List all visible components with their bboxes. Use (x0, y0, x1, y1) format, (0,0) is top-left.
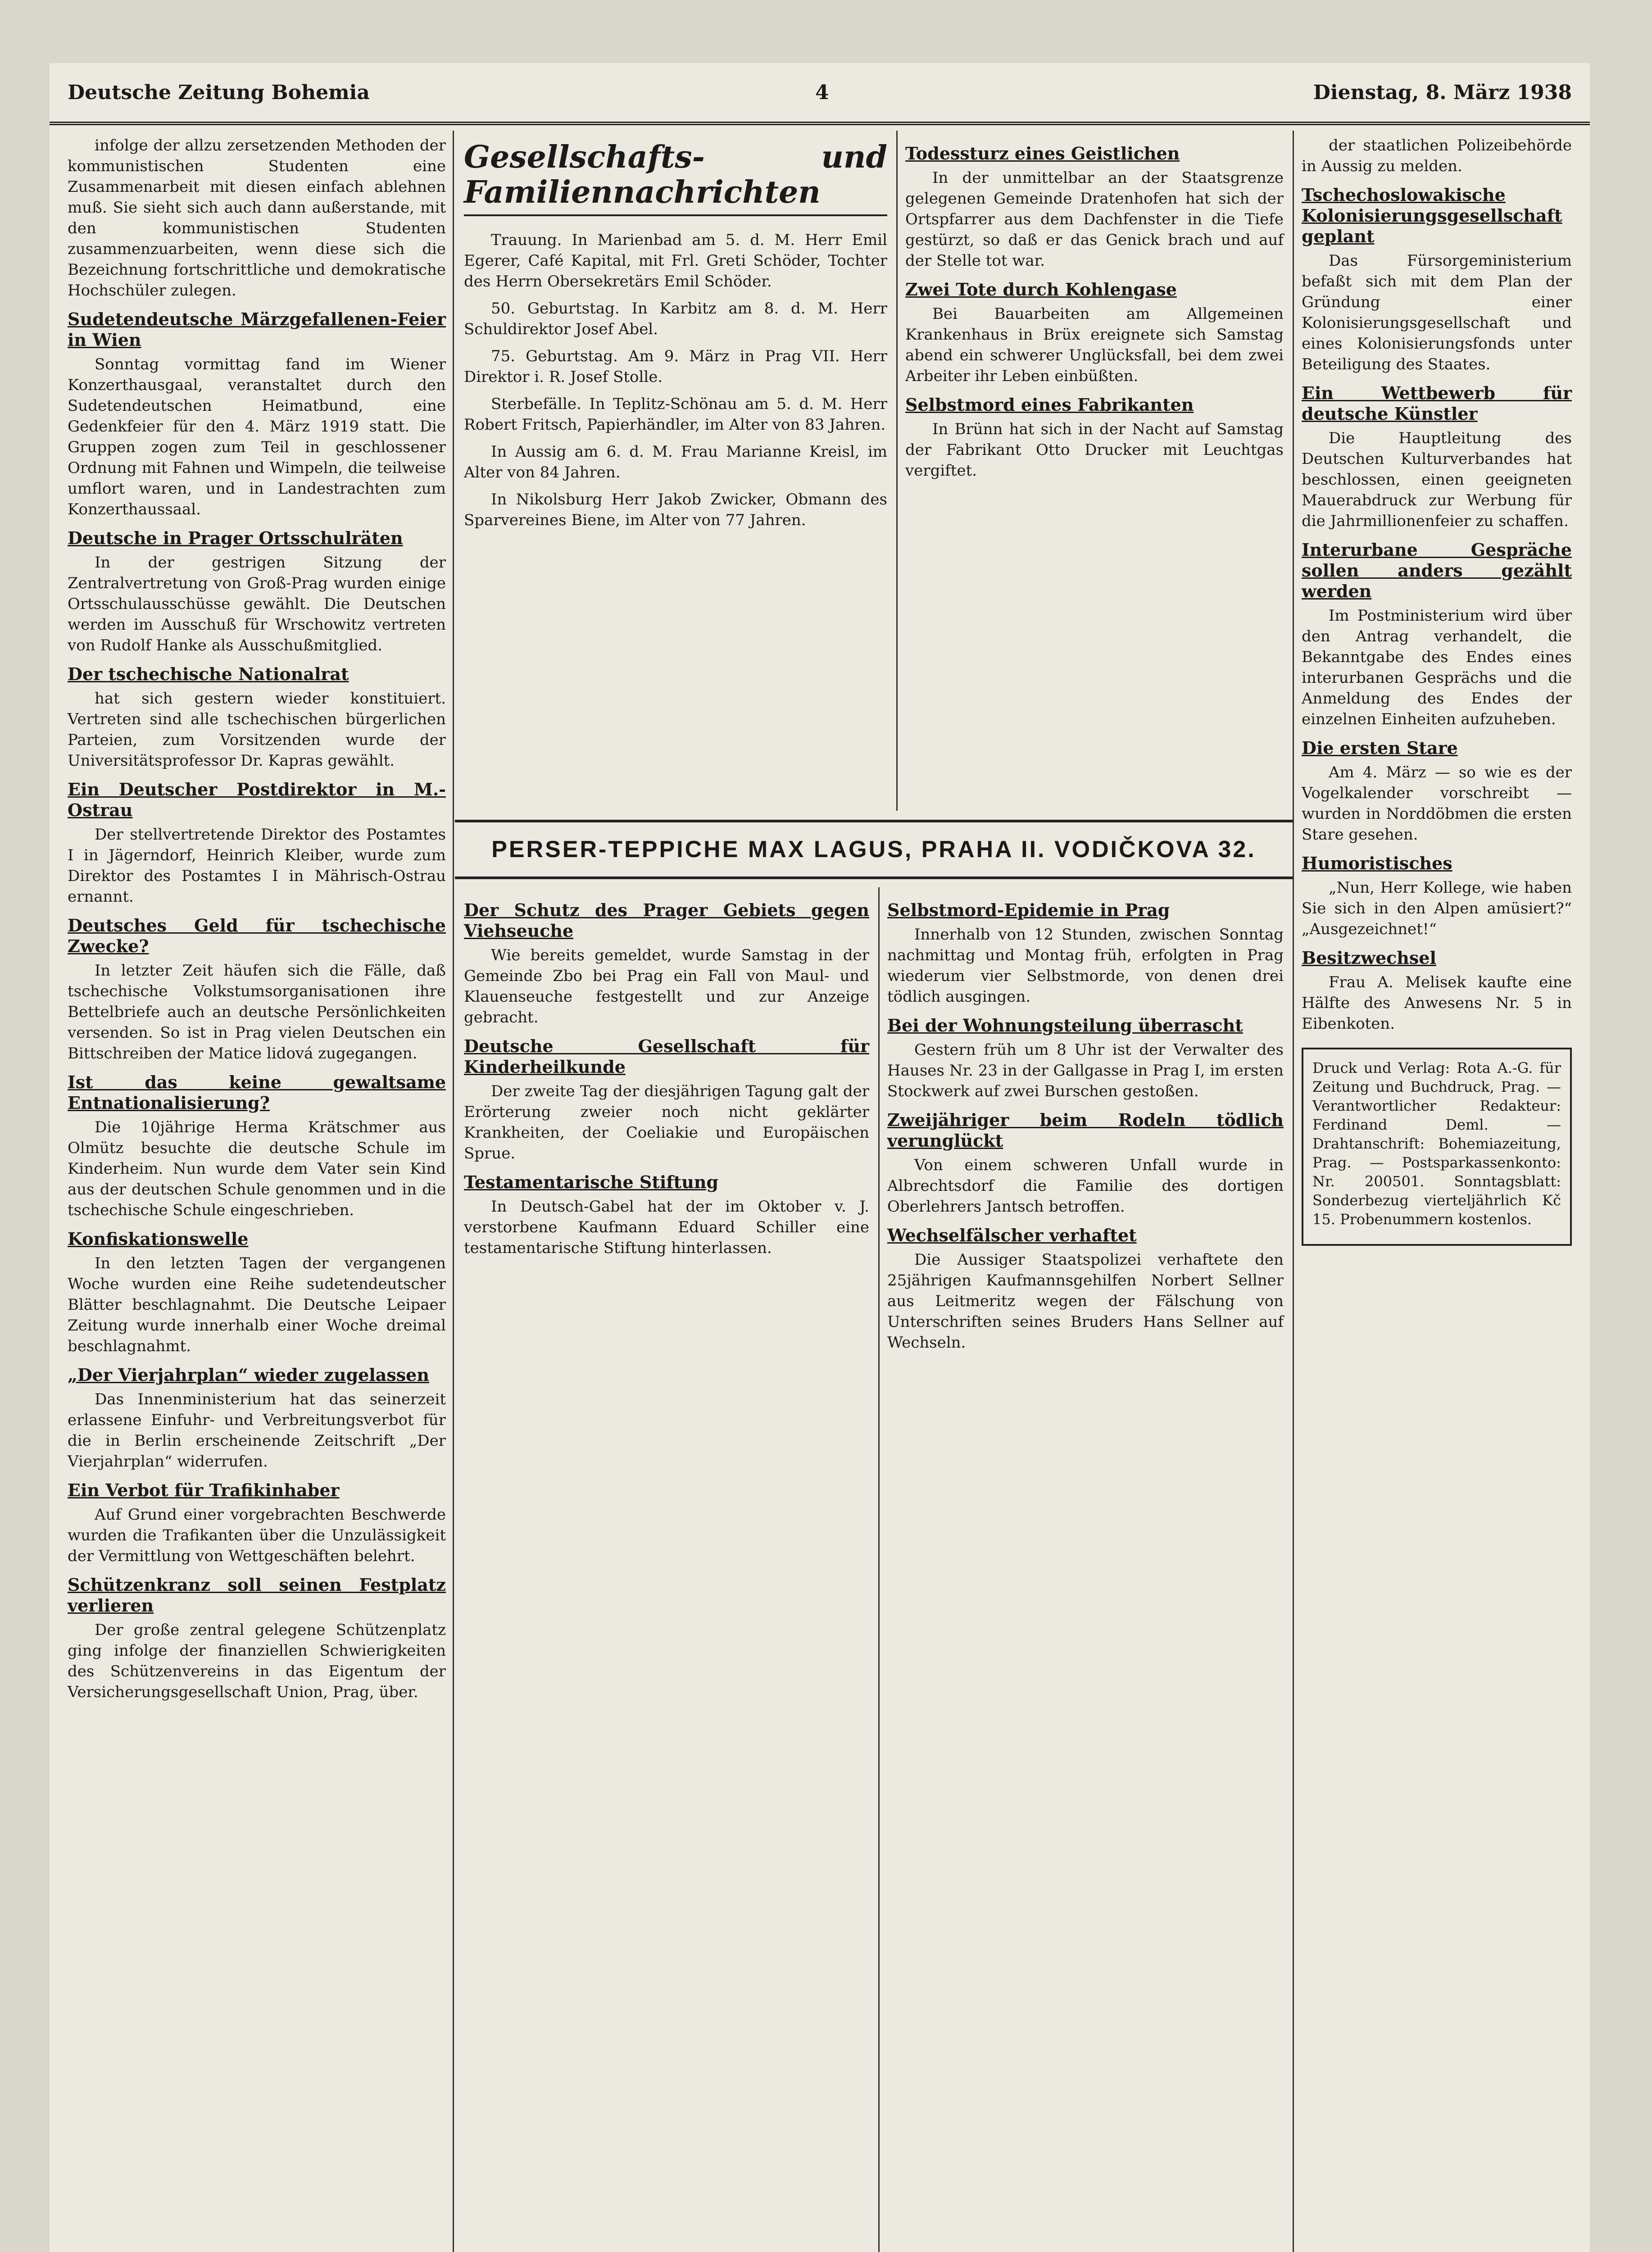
column-1 (68, 135, 446, 2252)
column-rule (453, 131, 454, 2252)
issue-date: Dienstag, 8. März 1938 (1313, 81, 1572, 104)
article-headline: Zweijähriger beim Rodeln tödlich verunglückt (887, 1110, 1284, 1151)
article-headline: Die ersten Stare (1302, 738, 1458, 758)
masthead-title: Deutsche Zeitung Bohemia (68, 81, 370, 104)
article-headline: Testamentarische Stiftung (464, 1172, 719, 1192)
article-headline: Todessturz eines Geistlichen (905, 143, 1180, 163)
article-headline: Interurbane Gespräche sollen anders gezählt werden (1302, 540, 1572, 601)
article-paragraph: 75. Geburtstag. Am 9. März in Prag VII. Herr Direktor i. R. Josef Stolle. (464, 347, 887, 386)
article-paragraph: In der gestrigen Sitzung der Zentralvertretung von Groß-Prag wurden einige Ortsschulausschüsse gewählt. Die Deutschen werden im Ausschuß für Wrschowitz vertreten von Rudolf Hanke als Ausschußmitglied. (68, 554, 446, 654)
article-headline: Der tschechische Nationalrat (68, 664, 349, 684)
article-paragraph: In der unmittelbar an der Staatsgrenze gelegenen Gemeinde Dratenhofen hat sich der Ortspfarrer aus dem Dachfenster in die Tiefe gestürzt, so daß er das Genick brach und auf der Stelle tot war. (905, 169, 1284, 270)
column-rule (1293, 131, 1294, 2252)
article-paragraph: In Aussig am 6. d. M. Frau Marianne Kreisl, im Alter von 84 Jahren. (464, 443, 887, 481)
article-paragraph: 50. Geburtstag. In Karbitz am 8. d. M. Herr Schuldirektor Josef Abel. (464, 300, 887, 338)
article-paragraph: In Nikolsburg Herr Jakob Zwicker, Obmann des Sparvereines Biene, im Alter von 77 Jahren. (464, 490, 887, 529)
article-paragraph: der staatlichen Polizeibehörde in Aussig zu melden. (1302, 136, 1572, 175)
article-paragraph: Bei Bauarbeiten am Allgemeinen Krankenhaus in Brüx ereignete sich Samstag abend ein schwerer Unglücksfall, bei dem zwei Arbeiter ihr Leben einbüßten. (905, 305, 1284, 385)
column-2-society-news (464, 135, 887, 829)
article-paragraph: Am 4. März — so wie es der Vogelkalender vorschreibt — wurden in Norddöbmen die ersten Stare gesehen. (1302, 763, 1572, 844)
article-headline: Besitzwechsel (1302, 948, 1436, 968)
article-headline: Bei der Wohnungsteilung überrascht (887, 1015, 1243, 1035)
article-headline: Selbstmord eines Fabrikanten (905, 395, 1194, 415)
article-paragraph: Die Hauptleitung des Deutschen Kulturverbandes hat beschlossen, einen geeigneten Mauerabdruck zur Werbung für die Jahrmillionenfeier zu schaffen. (1302, 429, 1572, 530)
article-paragraph: hat sich gestern wieder konstituiert. Vertreten sind alle tschechischen bürgerlichen Parteien, zum Vorsitzenden wurde der Universitätsprofessor Dr. Kapras gewählt. (68, 690, 446, 770)
newspaper-page (50, 63, 1590, 2252)
article-paragraph: Sterbefälle. In Teplitz-Schönau am 5. d. M. Herr Robert Fritsch, Papierhändler, im Alter von 83 Jahren. (464, 395, 887, 434)
article-headline: „Der Vierjahrplan“ wieder zugelassen (68, 1365, 429, 1385)
column-3-lower (887, 892, 1284, 2252)
article-paragraph: Von einem schweren Unfall wurde in Albrechtsdorf die Familie des dortigen Oberlehrers Jantsch betroffen. (887, 1156, 1284, 1216)
column-rule (896, 131, 898, 811)
article-paragraph: Sonntag vormittag fand im Wiener Konzerthausgaal, veranstaltet durch den Sudetendeutschen Heimatbund, eine Gedenkfeier für den 4. März 1919 statt. Die Gruppen zogen zum Teil in geschlossener Ordnung mit Fahnen und Wimpeln, die teilweise umflort waren, und in Landestrachten zum Konzerthaussaal. (68, 355, 446, 518)
article-paragraph: Das Fürsorgeministerium befaßt sich mit dem Plan der Gründung einer Kolonisierungsgesellschaft und eines Kolonisierungsfonds unter Beteiligung des Staates. (1302, 252, 1572, 373)
article-headline: Der Schutz des Prager Gebiets gegen Viehseuche (464, 900, 869, 941)
article-paragraph: Die Aussiger Staatspolizei verhaftete den 25jährigen Kaufmannsgehilfen Norbert Sellner aus Leitmeritz wegen der Fälschung von Unterschriften seines Bruders Hans Sellner auf Wechseln. (887, 1251, 1284, 1352)
advertisement-banner: PERSER-TEPPICHE MAX LAGUS, PRAHA II. VODIČKOVA 32. (455, 820, 1293, 879)
article-paragraph: Das Innenministerium hat das seinerzeit erlassene Einfuhr- und Verbreitungsverbot für die in Berlin erscheinende Zeitschrift „Der Vierjahrplan“ widerrufen. (68, 1390, 446, 1471)
article-headline: Ein Wettbewerb für deutsche Künstler (1302, 383, 1572, 424)
article-headline: Konfiskationswelle (68, 1229, 249, 1249)
article-headline: Sudetendeutsche Märzgefallenen-Feier in Wien (68, 309, 446, 350)
column-rule (878, 887, 880, 2252)
article-headline: Ein Verbot für Trafikinhaber (68, 1480, 340, 1500)
article-headline: Schützenkranz soll seinen Festplatz verlieren (68, 1575, 446, 1616)
article-paragraph: „Nun, Herr Kollege, wie haben Sie sich in den Alpen amüsiert?“ „Ausgezeichnet!“ (1302, 879, 1572, 938)
article-headline: Deutsches Geld für tschechische Zwecke? (68, 915, 446, 956)
page-header (50, 63, 1590, 125)
article-paragraph: In Brünn hat sich in der Nacht auf Samstag der Fabrikant Otto Drucker mit Leuchtgas vergiftet. (905, 420, 1284, 480)
impressum-box (1302, 1048, 1572, 1246)
article-paragraph: Auf Grund einer vorgebrachten Beschwerde wurden die Trafikanten über die Unzulässigkeit der Vermittlung von Wettgeschäften belehrt. (68, 1506, 446, 1565)
article-headline: Selbstmord-Epidemie in Prag (887, 900, 1170, 920)
article-paragraph: In den letzten Tagen der vergangenen Woche wurden eine Reihe sudetendeutscher Blätter beschlagnahmt. Die Deutsche Leipaer Zeitung wurde innerhalb einer Woche dreimal beschlagnahmt. (68, 1254, 446, 1355)
article-headline: Deutsche in Prager Ortsschulräten (68, 528, 403, 548)
page-number: 4 (815, 81, 829, 104)
article-paragraph: Im Postministerium wird über den Antrag verhandelt, die Bekanntgabe des Endes eines interurbanen Gesprächs und die Anmeldung des Endes der einzelnen Einheiten aufzuheben. (1302, 607, 1572, 728)
article-headline: Deutsche Gesellschaft für Kinderheilkunde (464, 1036, 869, 1077)
article-headline: Wechselfälscher verhaftet (887, 1225, 1137, 1245)
article-paragraph: Der stellvertretende Direktor des Postamtes I in Jägerndorf, Heinrich Kleiber, wurde zum Direktor des Postamtes I in Mährisch-Ostrau ernannt. (68, 826, 446, 906)
section-title: Gesellschafts- und Familiennachrichten (464, 140, 887, 216)
column-3 (905, 135, 1284, 829)
article-headline: Ein Deutscher Postdirektor in M.-Ostrau (68, 779, 446, 820)
article-paragraph: infolge der allzu zersetzenden Methoden der kommunistischen Studenten eine Zusammenarbeit mit diesen einfach ablehnen muß. Sie sieht sich auch dann außerstande, mit den kommunistischen Studenten zusammenzuarbeiten, wenn diese sich die Bezeichnung fortschrittliche und demokratische Hochschüler zulegen. (68, 136, 446, 300)
article-paragraph: Trauung. In Marienbad am 5. d. M. Herr Emil Egerer, Café Kapital, mit Frl. Greti Schöder, Tochter des Herrn Obersekretärs Emil Schöder. (464, 231, 887, 291)
article-paragraph: Innerhalb von 12 Stunden, zwischen Sonntag nachmittag und Montag früh, erfolgten in Prag wiederum vier Selbstmorde, von denen drei tödlich ausgingen. (887, 926, 1284, 1006)
impressum-text: Druck und Verlag: Rota A.-G. für Zeitung und Buchdruck, Prag. — Verantwortlicher Redakteur: Ferdinand Deml. — Drahtanschrift: Bohemiazeitung, Prag. — Postsparkassenkonto: Nr. 200501. Sonntagsblatt: Sonderbezug vierteljährlich Kč 15. Probenummern kostenlos. (1312, 1059, 1561, 1228)
article-paragraph: Wie bereits gemeldet, wurde Samstag in der Gemeinde Zbo bei Prag ein Fall von Maul- und Klauenseuche festgestellt und zur Anzeige gebracht. (464, 946, 869, 1026)
article-paragraph: Die 10jährige Herma Krätschmer aus Olmütz besuchte die deutsche Schule im Kinderheim. Nun wurde dem Vater sein Kind aus der deutschen Schule genommen und in die tschechische Schule eingeschrieben. (68, 1118, 446, 1219)
article-headline: Zwei Tote durch Kohlengase (905, 279, 1177, 300)
article-paragraph: In Deutsch-Gabel hat der im Oktober v. J. verstorbene Kaufmann Eduard Schiller eine testamentarische Stiftung hinterlassen. (464, 1198, 869, 1257)
article-headline: Tschechoslowakische Kolonisierungsgesellschaft geplant (1302, 185, 1562, 246)
article-paragraph: In letzter Zeit häufen sich die Fälle, daß tschechische Volkstumsorganisationen ihre Bettelbriefe auch an deutsche Persönlichkeiten versenden. So ist in Prag vielen Deutschen ein Bittschreiben der Matice lidová zugegangen. (68, 962, 446, 1062)
article-paragraph: Gestern früh um 8 Uhr ist der Verwalter des Hauses Nr. 23 in der Gallgasse in Prag I, im ersten Stockwerk auf zwei Burschen gestoßen. (887, 1041, 1284, 1100)
article-headline: Humoristisches (1302, 853, 1452, 873)
article-paragraph: Der zweite Tag der diesjährigen Tagung galt der Erörterung zweier noch nicht geklärter Krankheiten, der Coeliakie und Europäischen Sprue. (464, 1082, 869, 1162)
column-4 (1302, 135, 1572, 2252)
article-headline: Ist das keine gewaltsame Entnationalisierung? (68, 1072, 446, 1113)
article-paragraph: Frau A. Melisek kaufte eine Hälfte des Anwesens Nr. 5 in Eibenkoten. (1302, 973, 1572, 1033)
column-2-lower (464, 892, 869, 2252)
article-paragraph: Der große zentral gelegene Schützenplatz ging infolge der finanziellen Schwierigkeiten des Schützenvereins in das Eigentum der Versicherungsgesellschaft Union, Prag, über. (68, 1621, 446, 1701)
